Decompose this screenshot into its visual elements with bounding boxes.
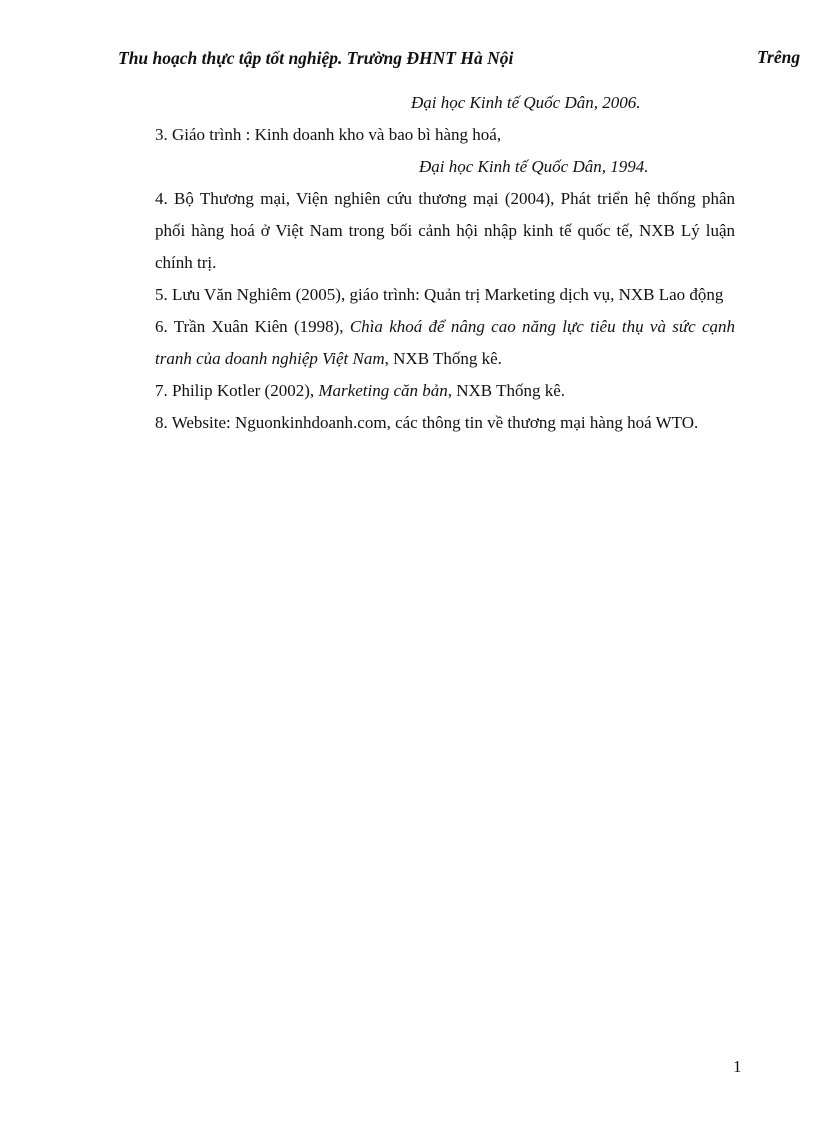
reference-3-publisher: Đại học Kinh tế Quốc Dân, 1994. <box>419 157 649 176</box>
running-header-right: Trêng <box>757 47 801 67</box>
reference-7 <box>155 375 735 407</box>
page-number: 1 <box>733 1057 742 1076</box>
reference-6-publisher: , NXB Thống kê. <box>384 349 502 368</box>
reference-7-author: 7. Philip Kotler (2002), <box>155 381 315 400</box>
reference-6-title: Chìa khoá để nâng cao năng lực tiêu thụ và sức cạnh tranh của doanh nghiệp Việt Nam <box>155 317 736 368</box>
reference-8: 8. Website: Nguonkinhdoanh.com, các thông tin về thương mại hàng hoá WTO. <box>155 413 699 432</box>
reference-7-publisher: , NXB Thống kê. <box>447 381 566 400</box>
reference-5: 5. Lưu Văn Nghiêm (2005), giáo trình: Quản trị Marketing dịch vụ, NXB Lao động <box>155 285 724 304</box>
reference-7-title: Marketing căn bản <box>318 381 448 400</box>
running-header-title: Thu hoạch thực tập tốt nghiệp. Trường ĐHNT Hà Nội <box>118 48 514 68</box>
reference-6-author: 6. Trần Xuân Kiên (1998), <box>155 317 344 336</box>
reference-2-publisher: Đại học Kinh tế Quốc Dân, 2006. <box>411 93 641 112</box>
reference-3: 3. Giáo trình : Kinh doanh kho và bao bì hàng hoá, <box>155 125 502 144</box>
reference-6 <box>155 311 735 375</box>
reference-4: 4. Bộ Thương mại, Viện nghiên cứu thương mại (2004), Phát triển hệ thống phân phối hàng hoá ở Việt Nam trong bối cảnh hội nhập kinh tế quốc tế, NXB Lý luận chính trị. <box>155 189 735 272</box>
reference-list <box>155 87 735 439</box>
